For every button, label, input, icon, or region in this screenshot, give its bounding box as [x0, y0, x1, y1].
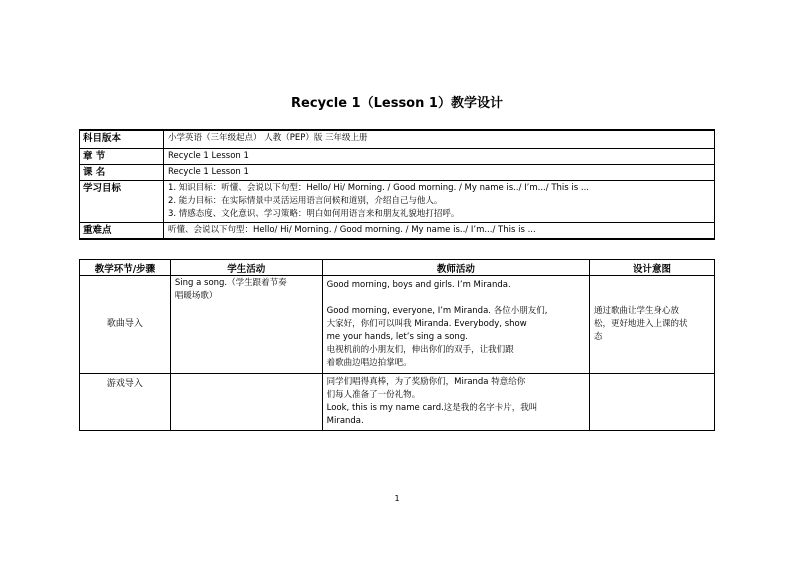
objective-line: 1. 知识目标：听懂、会说以下句型：Hello/ Hi/ Morning. / Good morning. / My name is../ I’m.../ This is ...: [168, 183, 589, 193]
text-line: Good morning, everyone, I’m Miranda. 各位小朋友们,: [326, 306, 548, 316]
text-line: 通过歌曲让学生身心放: [594, 306, 680, 316]
objective-line: 3. 情感态度、文化意识、学习策略：明白如何用语言来和朋友礼貌地打招呼。: [168, 209, 460, 219]
page-number: 1: [394, 494, 400, 503]
document-title: Recycle 1（Lesson 1）教学设计: [291, 96, 503, 111]
lesson-row-game: [80, 374, 715, 431]
course-info-table: [79, 129, 715, 240]
lesson-procedure-table: [79, 259, 715, 431]
objective-line: 2. 能力目标：在实际情景中灵活运用语言问候和道别，介绍自己与他人。: [168, 196, 443, 206]
lesson-row-song: [80, 276, 715, 374]
design-intent-cell: [590, 276, 715, 374]
student-activity-cell: [170, 374, 322, 431]
text-line: Sing a song.（学生跟着节奏: [174, 278, 287, 288]
info-row-lesson-name: [80, 165, 715, 181]
step-cell: 歌曲导入: [80, 276, 171, 374]
info-row-chapter: [80, 149, 715, 165]
teacher-activity-cell: [322, 374, 589, 431]
info-label: 课 名: [80, 165, 164, 181]
text-line: 态: [594, 332, 603, 342]
student-activity-cell: [170, 276, 322, 374]
header-design-intent: 设计意图: [590, 260, 715, 276]
text-line: [327, 292, 585, 305]
text-line: 们每人准备了一份礼物。: [326, 390, 421, 400]
info-value: 听懂、会说以下句型：Hello/ Hi/ Morning. / Good morning. / My name is../ I’m.../ This is ...: [164, 223, 715, 240]
info-value: 小学英语（三年级起点） 人教（PEP）版 三年级上册: [164, 130, 715, 149]
text-line: 大家好，你们可以叫我 Miranda. Everybody, show: [326, 319, 527, 329]
info-label: 科目版本: [80, 130, 164, 149]
info-row-objectives: [80, 181, 715, 223]
header-step: 教学环节/步骤: [80, 260, 171, 276]
info-value: Recycle 1 Lesson 1: [164, 149, 715, 165]
design-intent-cell: [590, 374, 715, 431]
text-line: 唱暖场歌）: [174, 291, 218, 301]
info-label: 学习目标: [80, 181, 164, 223]
text-line: 松，更好地进入上课的状: [594, 319, 688, 329]
text-line: Look, this is my name card.这是我的名字卡片，我叫: [326, 403, 538, 413]
teacher-activity-cell: [322, 276, 589, 374]
text-line: 同学们唱得真棒，为了奖励你们，Miranda 特意给你: [326, 377, 526, 387]
text-line: 电视机前的小朋友们，伸出你们的双手，让我们跟: [326, 345, 514, 355]
info-value: Recycle 1 Lesson 1: [164, 165, 715, 181]
info-row-key-points: [80, 223, 715, 240]
header-teacher-activity: 教师活动: [322, 260, 589, 276]
lesson-header-row: [80, 260, 715, 276]
text-line: Miranda.: [326, 416, 364, 426]
text-line: me your hands, let’s sing a song.: [326, 332, 468, 342]
info-label: 章 节: [80, 149, 164, 165]
text-line: Good morning, boys and girls. I’m Miranda.: [326, 280, 511, 290]
step-cell: 游戏导入: [80, 374, 171, 431]
info-value: [164, 181, 715, 223]
info-label: 重难点: [80, 223, 164, 240]
text-line: 着歌曲边唱边拍掌吧。: [326, 358, 412, 368]
info-row-subject: [80, 130, 715, 149]
header-student-activity: 学生活动: [170, 260, 322, 276]
